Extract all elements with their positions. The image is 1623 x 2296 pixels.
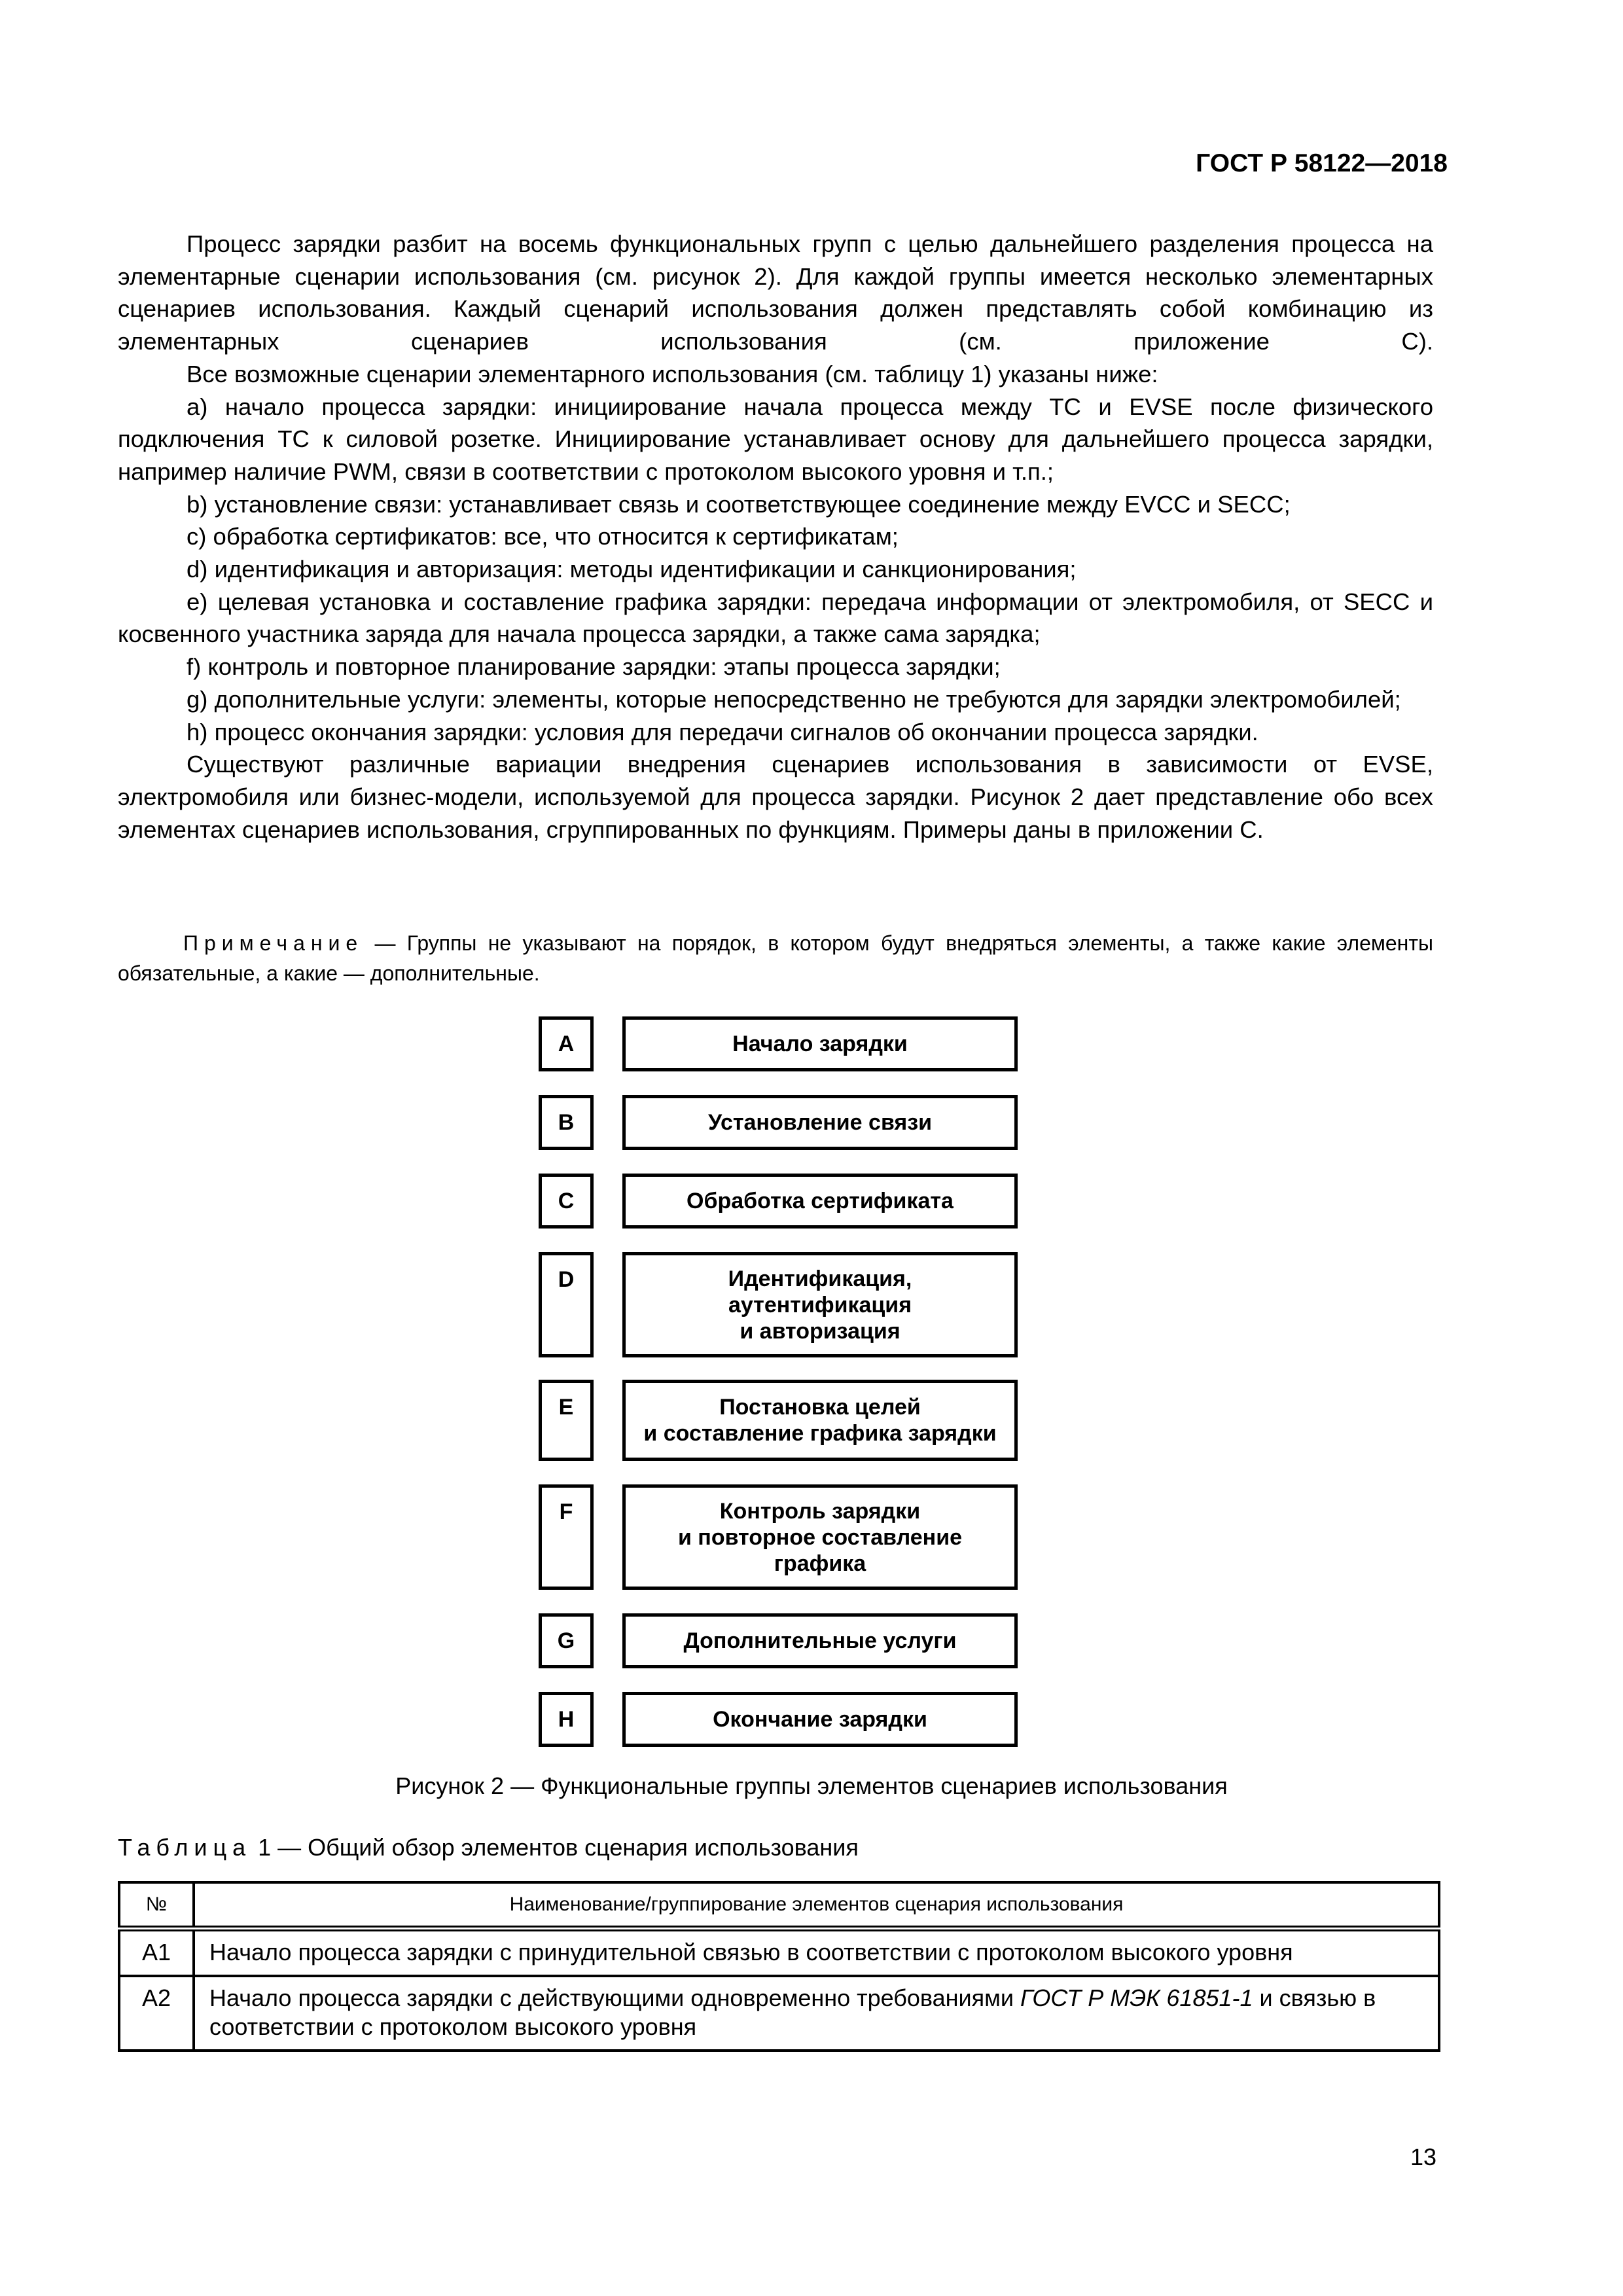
table-cell-text: Начало процесса зарядки с принудительной связью в соответствии с протоколом высокого уровня	[194, 1929, 1439, 1977]
note	[118, 928, 1433, 988]
group-label-h: Окончание зарядки	[622, 1692, 1018, 1747]
table-row	[119, 1929, 1439, 1977]
group-label-b: Установление связи	[622, 1095, 1018, 1150]
list-item-d: d) идентификация и авторизация: методы идентификации и санкционирования;	[187, 556, 1077, 583]
page-number: 13	[1410, 2144, 1436, 2170]
group-label-a: Начало зарядки	[622, 1016, 1018, 1071]
group-letter-d: D	[539, 1252, 594, 1357]
list-item-h: h) процесс окончания зарядки: условия для передачи сигналов об окончании процесса зарядки.	[187, 718, 1258, 745]
group-letter-f: F	[539, 1484, 594, 1590]
group-letter-c: C	[539, 1174, 594, 1229]
list-item-b: b) установление связи: устанавливает связь и соответствующее соединение между EVCC и SECC;	[187, 490, 1291, 518]
group-letter-e: E	[539, 1380, 594, 1461]
group-letter-h: H	[539, 1692, 594, 1747]
list-item-g: g) дополнительные услуги: элементы, которые непосредственно не требуются для зарядки электромобилей;	[187, 685, 1401, 713]
paragraph-intro: Процесс зарядки разбит на восемь функциональных групп с целью дальнейшего разделения процесса на элементарные сценарии использования (см. рисунок 2). Для каждой группы имеется несколько элементарных сценариев использования. Каждый сценарий использования должен представлять собой комбинацию из элементарных сценариев использования (см. приложение С).	[118, 230, 1433, 355]
table-title	[118, 1834, 859, 1861]
list-item-e: e) целевая установка и составление графика зарядки: передача информации от электромобиля, от SECC и косвенного участника заряда для начала процесса зарядки, а также сама зарядка;	[118, 588, 1433, 648]
table-cell-number: A2	[119, 1976, 194, 2051]
table-header-row	[119, 1882, 1439, 1929]
table-cell-number: A1	[119, 1929, 194, 1977]
group-letter-g: G	[539, 1613, 594, 1668]
note-label: Примечание	[183, 931, 364, 955]
table-header-number: №	[119, 1882, 194, 1929]
table-row	[119, 1976, 1439, 2051]
table-cell-text	[194, 1976, 1439, 2051]
body-text	[118, 228, 1433, 846]
document-id-header: ГОСТ Р 58122—2018	[1196, 149, 1448, 177]
group-label-f: Контроль зарядки и повторное составление графика	[622, 1484, 1018, 1590]
table-cell-text-end: и связью в соответствии с протоколом высокого уровня	[209, 1984, 1376, 2040]
table-header-name: Наименование/группирование элементов сценария использования	[194, 1882, 1439, 1929]
figure-caption: Рисунок 2 — Функциональные группы элементов сценариев использования	[395, 1772, 1228, 1799]
paragraph-variations: Существуют различные вариации внедрения сценариев использования в зависимости от EVSE, электромобиля или бизнес-модели, используемой для процесса зарядки. Рисунок 2 дает представление обо всех элементах сценариев использования, сгруппированных по функциям. Примеры даны в приложении С.	[118, 751, 1433, 843]
group-label-c: Обработка сертификата	[622, 1174, 1018, 1229]
paragraph-list-intro: Все возможные сценарии элементарного использования (см. таблицу 1) указаны ниже:	[187, 360, 1158, 387]
overview-table	[118, 1881, 1440, 2052]
table-title-text: 1 — Общий обзор элементов сценария использования	[251, 1834, 859, 1861]
table-cell-text-start: Начало процесса зарядки с действующими одновременно требованиями	[209, 1984, 1021, 2011]
note-text: — Группы не указывают на порядок, в котором будут внедряться элементы, а также какие элементы обязательные, а какие — дополнительные.	[118, 931, 1433, 985]
list-item-f: f) контроль и повторное планирование зарядки: этапы процесса зарядки;	[187, 653, 1001, 681]
standard-reference: ГОСТ Р МЭК 61851-1	[1020, 1984, 1253, 2011]
group-label-e: Постановка целей и составление графика зарядки	[622, 1380, 1018, 1461]
list-item-a: a) начало процесса зарядки: инициирование начала процесса между ТС и EVSE после физического подключения ТС к силовой розетке. Инициирование устанавливает основу для дальнейшего процесса зарядки, например наличие PWM, связи в соответствии с протоколом высокого уровня и т.п.;	[118, 393, 1433, 485]
table-title-label: Таблица	[118, 1834, 252, 1861]
list-item-c: c) обработка сертификатов: все, что относится к сертификатам;	[187, 523, 899, 550]
group-letter-a: A	[539, 1016, 594, 1071]
group-letter-b: B	[539, 1095, 594, 1150]
group-label-g: Дополнительные услуги	[622, 1613, 1018, 1668]
group-label-d: Идентификация, аутентификация и авторизация	[622, 1252, 1018, 1357]
